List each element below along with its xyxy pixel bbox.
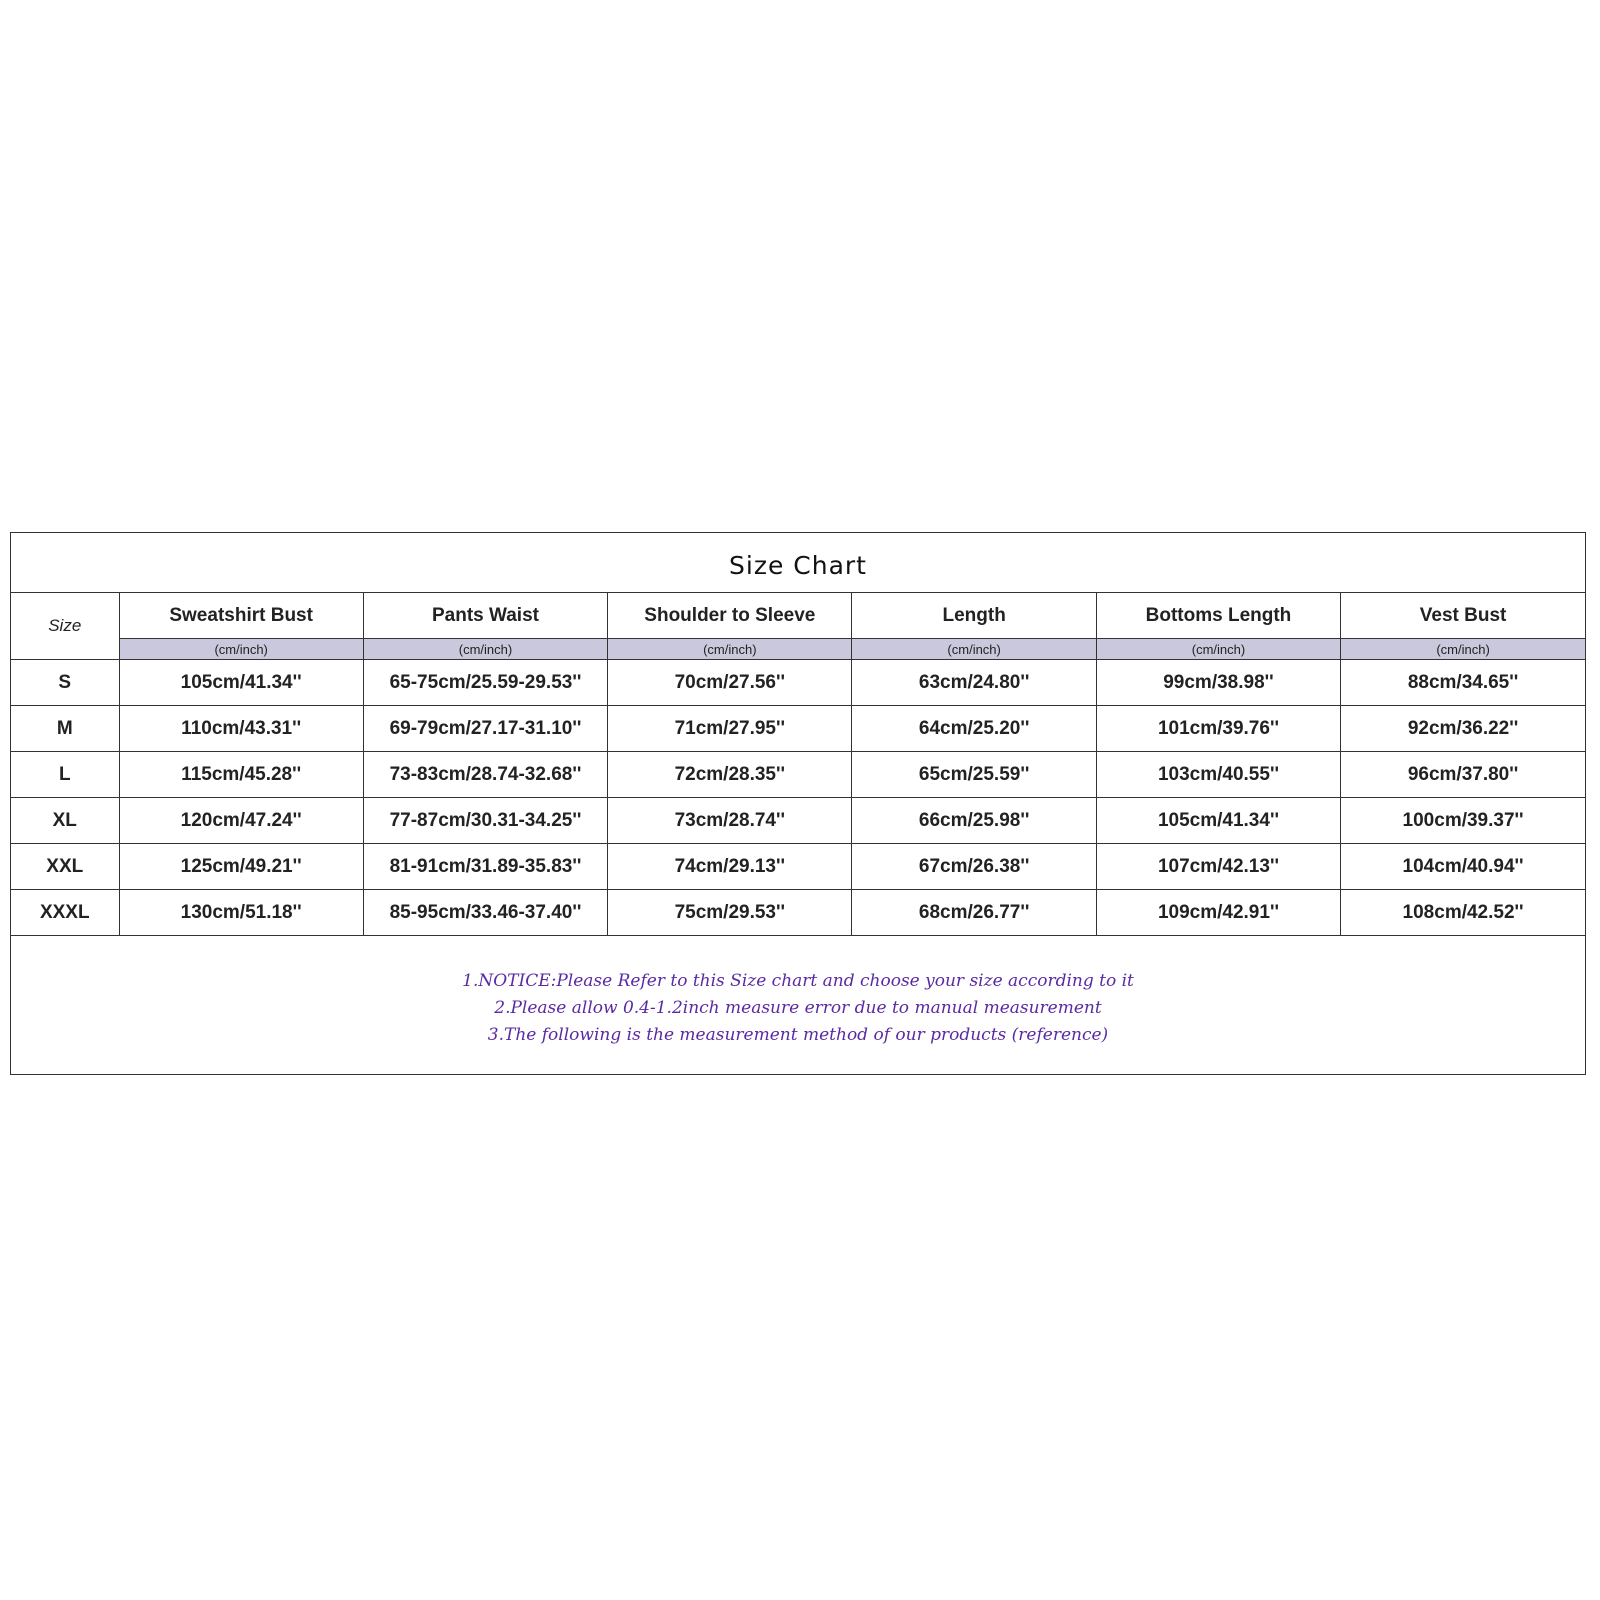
column-header: Length: [852, 593, 1096, 639]
table-cell: 107cm/42.13'': [1096, 844, 1340, 890]
table-cell: 105cm/41.34'': [1096, 798, 1340, 844]
table-cell: 130cm/51.18'': [119, 890, 363, 936]
table-cell: 65-75cm/25.59-29.53'': [363, 660, 607, 706]
unit-label: (cm/inch): [119, 639, 363, 660]
table-row: [11, 890, 1585, 936]
size-table: [11, 593, 1585, 936]
table-cell: 109cm/42.91'': [1096, 890, 1340, 936]
notes: [11, 936, 1585, 1049]
table-cell: 65cm/25.59'': [852, 752, 1096, 798]
table-cell: 103cm/40.55'': [1096, 752, 1340, 798]
table-cell: 71cm/27.95'': [608, 706, 852, 752]
table-cell: 88cm/34.65'': [1341, 660, 1585, 706]
size-label: XL: [11, 798, 119, 844]
note-line: 2.Please allow 0.4-1.2inch measure error due to manual measurement: [494, 998, 1102, 1018]
table-cell: 105cm/41.34'': [119, 660, 363, 706]
table-cell: 108cm/42.52'': [1341, 890, 1585, 936]
column-header: Vest Bust: [1341, 593, 1585, 639]
table-row: [11, 844, 1585, 890]
table-cell: 73cm/28.74'': [608, 798, 852, 844]
unit-label: (cm/inch): [363, 639, 607, 660]
size-label: S: [11, 660, 119, 706]
table-cell: 74cm/29.13'': [608, 844, 852, 890]
column-header: Shoulder to Sleeve: [608, 593, 852, 639]
table-cell: 64cm/25.20'': [852, 706, 1096, 752]
table-cell: 67cm/26.38'': [852, 844, 1096, 890]
table-cell: 66cm/25.98'': [852, 798, 1096, 844]
table-cell: 125cm/49.21'': [119, 844, 363, 890]
table-cell: 81-91cm/31.89-35.83'': [363, 844, 607, 890]
table-row: [11, 798, 1585, 844]
size-label: L: [11, 752, 119, 798]
note-line: 1.NOTICE:Please Refer to this Size chart and choose your size according to it: [462, 971, 1134, 991]
table-cell: 68cm/26.77'': [852, 890, 1096, 936]
size-column-header: Size: [11, 593, 119, 660]
size-label: XXXL: [11, 890, 119, 936]
table-cell: 77-87cm/30.31-34.25'': [363, 798, 607, 844]
unit-label: (cm/inch): [1096, 639, 1340, 660]
column-header: Pants Waist: [363, 593, 607, 639]
table-cell: 110cm/43.31'': [119, 706, 363, 752]
column-header: Sweatshirt Bust: [119, 593, 363, 639]
size-chart: [10, 532, 1586, 1075]
note-line: 3.The following is the measurement method of our products (reference): [487, 1025, 1109, 1045]
table-row: [11, 706, 1585, 752]
table-cell: 85-95cm/33.46-37.40'': [363, 890, 607, 936]
table-cell: 115cm/45.28'': [119, 752, 363, 798]
chart-title: Size Chart: [11, 533, 1585, 593]
table-cell: 99cm/38.98'': [1096, 660, 1340, 706]
table-cell: 120cm/47.24'': [119, 798, 363, 844]
unit-label: (cm/inch): [852, 639, 1096, 660]
table-cell: 63cm/24.80'': [852, 660, 1096, 706]
column-header: Bottoms Length: [1096, 593, 1340, 639]
table-cell: 70cm/27.56'': [608, 660, 852, 706]
table-cell: 69-79cm/27.17-31.10'': [363, 706, 607, 752]
header-row: [11, 593, 1585, 639]
table-row: [11, 752, 1585, 798]
table-row: [11, 660, 1585, 706]
table-cell: 101cm/39.76'': [1096, 706, 1340, 752]
table-cell: 100cm/39.37'': [1341, 798, 1585, 844]
unit-label: (cm/inch): [1341, 639, 1585, 660]
unit-row: [11, 639, 1585, 660]
unit-label: (cm/inch): [608, 639, 852, 660]
table-cell: 73-83cm/28.74-32.68'': [363, 752, 607, 798]
size-label: M: [11, 706, 119, 752]
size-label: XXL: [11, 844, 119, 890]
table-cell: 104cm/40.94'': [1341, 844, 1585, 890]
table-cell: 72cm/28.35'': [608, 752, 852, 798]
table-cell: 96cm/37.80'': [1341, 752, 1585, 798]
table-cell: 92cm/36.22'': [1341, 706, 1585, 752]
table-cell: 75cm/29.53'': [608, 890, 852, 936]
